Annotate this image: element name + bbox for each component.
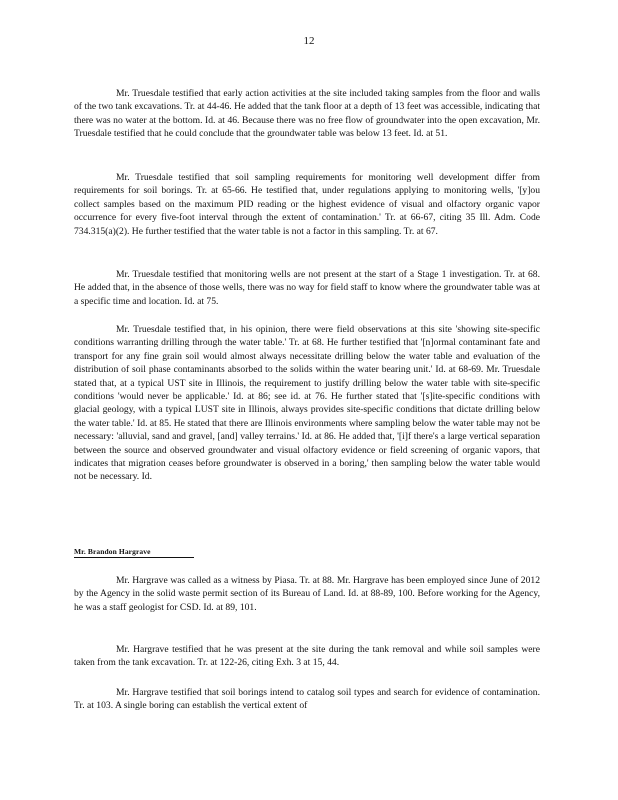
paragraph-soil-sampling: Mr. Truesdale testified that soil sampling requirements for monitoring well development differ from requirements for soil borings. Tr. at 65-66. He testified that, under regulations applying to monitoring wells, '[y]ou collect samples based on the maximum PID reading or the highest evidence of visual and olfactory organic vapor occurrence for every five-foot interval through the extent of contamination.' Tr. at 66-67, citing 35 Ill. Adm. Code 734.315(a)(2). He further testified that the water table is not a factor in this sampling. Tr. at 67. xyxy=(74,172,540,237)
paragraph-field-observations: Mr. Truesdale testified that, in his opinion, there were field observations at this site 'showing site-specific conditions warranting drilling through the water table.' Tr. at 68. He further testified that '[n]ormal contaminant fate and transport for any fine grain soil would almost always necessitate drilling below the water table and evaluation of the distribution of soil phase contaminants absorbed to the solids within the water bearing unit.' Id. at 68-69. Mr. Truesdale stated that, at a typical UST site in Illinois, the requirement to justify drilling below the water table with site-specific conditions 'would never be applicable.' Id. at 86; see id. at 76. He further stated that '[s]ite-specific conditions with glacial geology, with a typical LUST site in Illinois, always provides site-specific conditions that dictate drilling below the water table.' Id. at 85. He stated that there are Illinois environments where sampling below the water table may not be necessary: 'alluvial, sand and gravel, [and] valley terrains.' Id. at 86. He added that, '[i]f there's a large vertical separation between the source and observed groundwater and visual olfactory evidence or field screening of organic vapors, that indicates that migration ceases before groundwater is observed in a boring,' then sampling below the water table would not be necessary. Id. xyxy=(74,324,540,483)
paragraph-hargrave-employment: Mr. Hargrave was called as a witness by Piasa. Tr. at 88. Mr. Hargrave has been employed since June of 2012 by the Agency in the solid waste permit section of its Bureau of Land. Id. at 88-89, 100. Before working for the Agency, he was a staff geologist for CSD. Id. at 89, 101. xyxy=(74,575,540,613)
page-number: 12 xyxy=(303,35,315,47)
section-heading-hargrave: Mr. Brandon Hargrave xyxy=(74,547,194,558)
paragraph-monitoring-wells: Mr. Truesdale testified that monitoring wells are not present at the start of a Stage 1 investigation. Tr. at 68. He added that, in the absence of those wells, there was no way for field staff to know where the groundwater table was at a specific time and location. Id. at 75. xyxy=(74,269,540,307)
paragraph-hargrave-soil-borings: Mr. Hargrave testified that soil borings intend to catalog soil types and search for evidence of contamination. Tr. at 103. A single boring can establish the vertical extent of xyxy=(74,687,540,712)
paragraph-hargrave-tank-removal: Mr. Hargrave testified that he was present at the site during the tank removal and while soil samples were taken from the tank excavation. Tr. at 122-26, citing Exh. 3 at 15, 44. xyxy=(74,644,540,669)
paragraph-early-action: Mr. Truesdale testified that early action activities at the site included taking samples from the floor and walls of the two tank excavations. Tr. at 44-46. He added that the tank floor at a depth of 13 feet was accessible, indicating that there was no water at the bottom. Id. at 46. Because there was no free flow of groundwater into the open excavation, Mr. Truesdale testified that he could conclude that the groundwater table was below 13 feet. Id. at 51. xyxy=(74,88,540,140)
